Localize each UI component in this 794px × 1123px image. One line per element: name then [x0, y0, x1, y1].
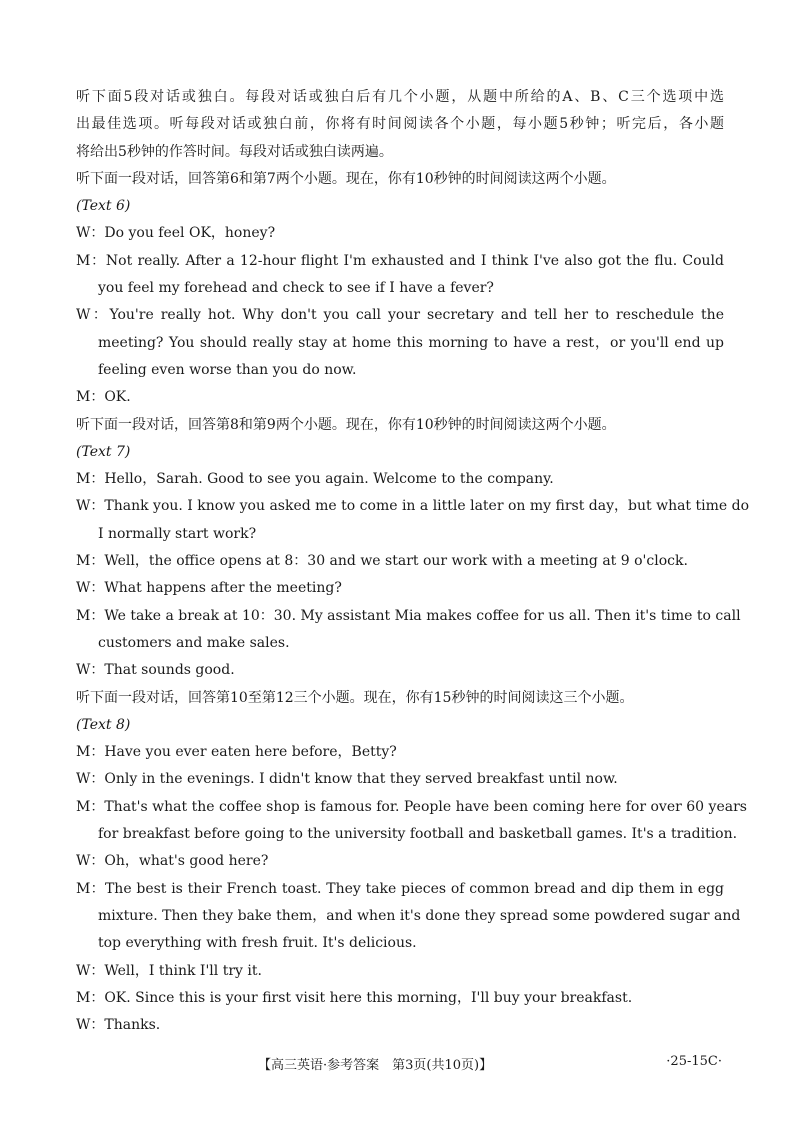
- text-line: for breakfast before going to the university football and basketball games. It's a tradition.: [98, 826, 738, 843]
- text-line: M：Hello，Sarah. Good to see you again. Welcome to the company.: [76, 471, 554, 488]
- text-line: meeting? You should really stay at home this morning to have a rest，or you'll end up: [98, 334, 724, 351]
- footer-title: 【高三英语·参考答案 第3页(共10页)】: [258, 1058, 493, 1073]
- text-line: M：OK. Since this is your first visit here this morning，I'll buy your breakfast.: [76, 989, 633, 1006]
- text-line: M：Not really. After a 12-hour flight I'm exhausted and I think I've also got the flu. Could: [76, 252, 724, 269]
- document-body: [76, 84, 750, 1039]
- page-footer: [0, 1054, 794, 1076]
- text-line: M：Well，the office opens at 8：30 and we start our work with a meeting at 9 o'clock.: [76, 553, 688, 570]
- text-line: M：The best is their French toast. They take pieces of common bread and dip them in egg: [76, 880, 724, 897]
- text-line: top everything with fresh fruit. It's delicious.: [98, 935, 417, 952]
- text-line: 出最佳选项。听每段对话或独白前，你将有时间阅读各个小题，每小题5秒钟；听完后，各小题: [76, 116, 724, 133]
- text-line: 听下面5段对话或独白。每段对话或独白后有几个小题，从题中所给的A、B、C三个选项中选: [76, 89, 724, 105]
- text-line: (Text 7): [76, 443, 131, 460]
- text-line: W：You're really hot. Why don't you call your secretary and tell her to reschedule the: [76, 307, 724, 324]
- text-line: (Text 8): [76, 716, 131, 733]
- text-line: W：Only in the evenings. I didn't know that they served breakfast until now.: [76, 771, 618, 788]
- text-line: W：Thanks.: [76, 1017, 161, 1034]
- text-line: M：Have you ever eaten here before，Betty?: [76, 744, 397, 761]
- text-line: W：Thank you. I know you asked me to come in a little later on my first day，but what time do: [76, 498, 750, 515]
- text-line: 听下面一段对话，回答第10至第12三个小题。现在，你有15秒钟的时间阅读这三个小题。: [76, 689, 634, 706]
- text-line: W：Well，I think I'll try it.: [76, 962, 262, 979]
- text-line: W：Do you feel OK，honey?: [76, 225, 276, 242]
- text-line: 听下面一段对话，回答第8和第9两个小题。现在，你有10秒钟的时间阅读这两个小题。: [76, 416, 616, 433]
- text-line: M：That's what the coffee shop is famous for. People have been coming here for over 60 years: [76, 798, 747, 815]
- text-line: W：Oh，what's good here?: [76, 853, 269, 870]
- text-line: (Text 6): [76, 198, 131, 215]
- text-line: M：We take a break at 10：30. My assistant Mia makes coffee for us all. Then it's time to call: [76, 607, 741, 624]
- text-line: feeling even worse than you do now.: [98, 361, 357, 378]
- text-line: customers and make sales.: [98, 634, 290, 651]
- text-line: 将给出5秒钟的作答时间。每段对话或独白读两遍。: [76, 143, 393, 160]
- text-line: W：What happens after the meeting?: [76, 580, 342, 597]
- text-line: you feel my forehead and check to see if I have a fever?: [98, 280, 494, 297]
- footer-code: ·25-15C·: [666, 1054, 722, 1069]
- text-line: I normally start work?: [98, 525, 257, 542]
- text-line: 听下面一段对话，回答第6和第7两个小题。现在，你有10秒钟的时间阅读这两个小题。: [76, 170, 616, 187]
- text-line: W：That sounds good.: [76, 662, 235, 679]
- text-line: M：OK.: [76, 389, 131, 406]
- text-line: mixture. Then they bake them，and when it's done they spread some powdered sugar and: [98, 907, 741, 924]
